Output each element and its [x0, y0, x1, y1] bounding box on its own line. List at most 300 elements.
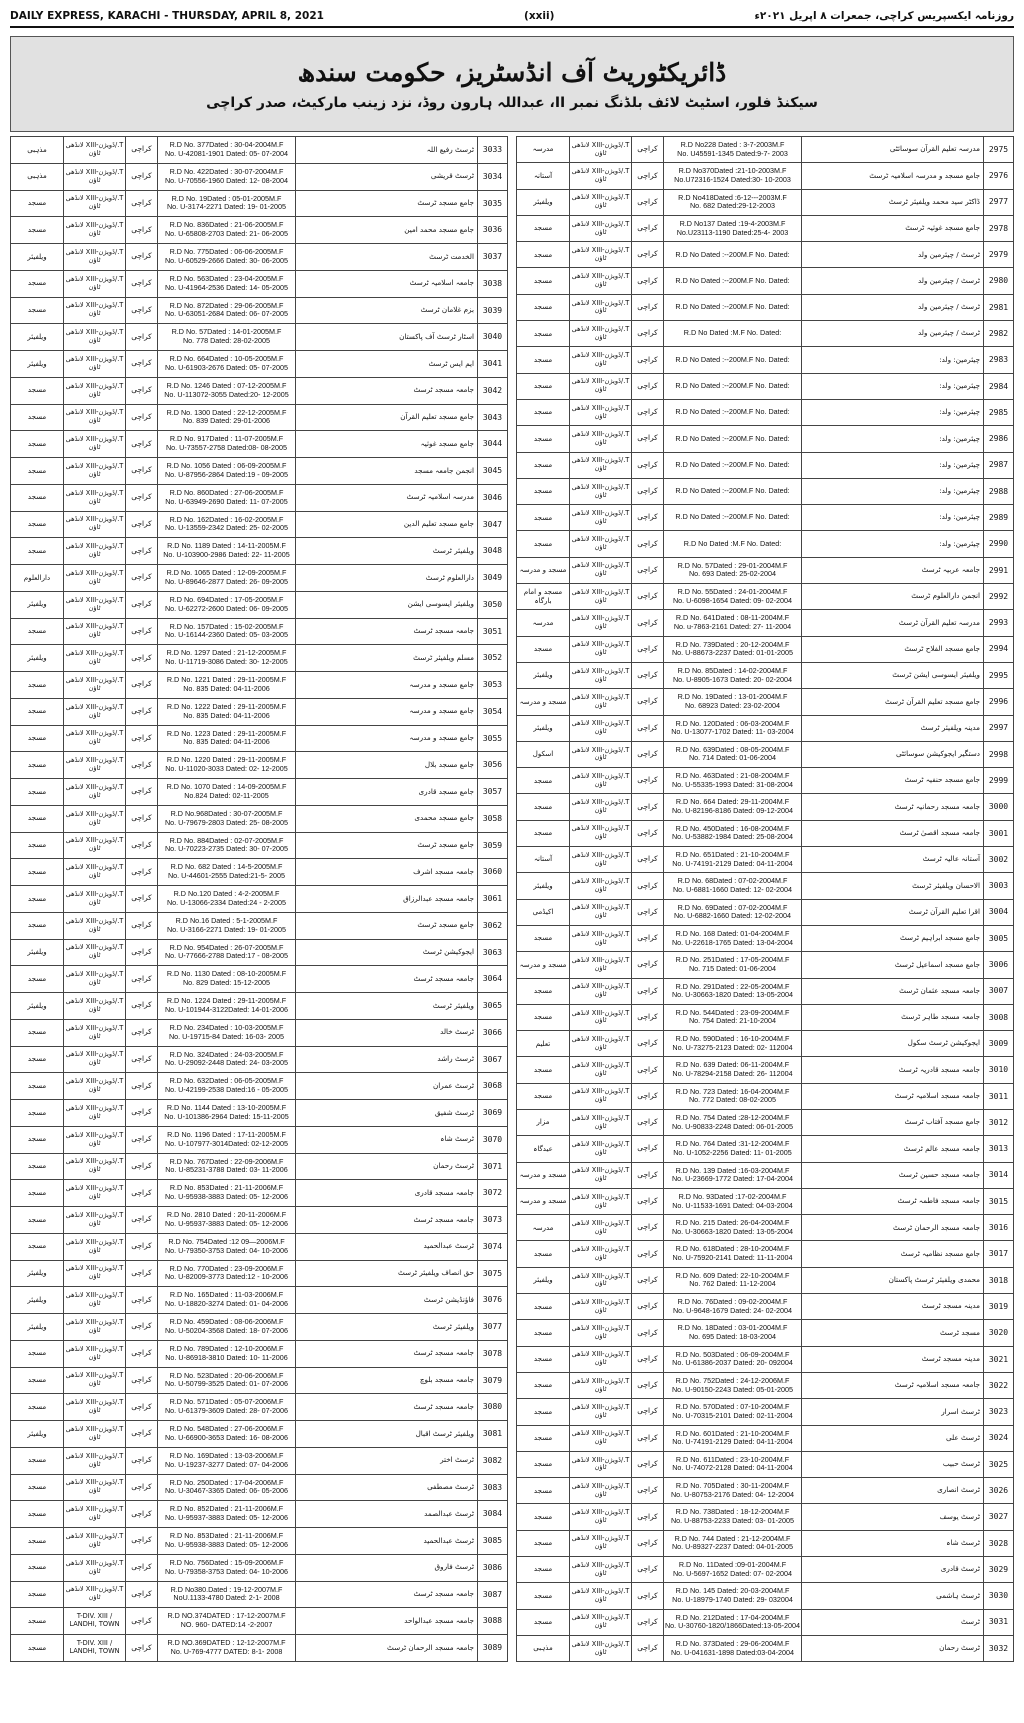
serial-number: 3078 [478, 1340, 508, 1367]
registration-line-1: R.D No Dated :M.F No. Dated: [683, 539, 782, 548]
registration-line-2: No. U-30663-1820 Dated: 13-05-2004 [671, 1227, 794, 1236]
serial-number: 3031 [984, 1609, 1014, 1635]
registration-line-1: R.D No. 641Dated : 08-11-2004M.F [675, 614, 790, 623]
category: مسجد [517, 1583, 570, 1609]
city: کراچی [632, 399, 664, 425]
registration-line-2: No. U-78294-2158 Dated: 26- 112004 [672, 1070, 793, 1079]
serial-number: 2980 [984, 268, 1014, 294]
organization-name: جامع مسجد نظامیہ ٹرسٹ [802, 1241, 984, 1267]
category: دارالعلوم [11, 565, 64, 592]
division: T./ڈویژن-XIII لانڈھی ٹاؤن [64, 1474, 126, 1501]
table-row [11, 1501, 508, 1528]
organization-name: چیئرمین: ولد: [802, 426, 984, 452]
table-row [11, 297, 508, 324]
city: کراچی [126, 859, 158, 886]
organization-name: جامع مسجد الفلاح ٹرسٹ [802, 636, 984, 662]
category: مسجد و مدرسہ [517, 689, 570, 715]
organization-name: اسٹار ٹرسٹ آف پاکستان [296, 324, 478, 351]
organization-name: اقرا تعلیم القرآن ٹرسٹ [802, 899, 984, 925]
category: مسجد [11, 538, 64, 565]
division: T./ڈویژن-XIII لانڈھی ٹاؤن [570, 820, 632, 846]
registration-line-1: R.D No Dated :--200M.F No. Dated: [675, 434, 790, 443]
registration-line-1: R.D No. 1189 Dated : 14-11-2005M.F [167, 542, 286, 551]
city: کراچی [632, 1478, 664, 1504]
city: کراچی [632, 1188, 664, 1214]
organization-name: جامع مسجد حنفیہ ٹرسٹ [802, 768, 984, 794]
notice-title: ڈائریکٹوریٹ آف انڈسٹریز، حکومت سندھ [297, 57, 727, 87]
serial-number: 3010 [984, 1057, 1014, 1083]
city: کراچی [126, 1608, 158, 1635]
table-row [11, 779, 508, 806]
organization-name: جامع مسجد بلال [296, 752, 478, 779]
table-row [11, 939, 508, 966]
registration-line-1: R.D No. 754 Dated :28-12-2004M.F [675, 1113, 790, 1122]
organization-name: جامعہ مسجد اسلامیہ ٹرسٹ [802, 1083, 984, 1109]
serial-number: 3008 [984, 1004, 1014, 1030]
organization-name: ٹرسٹ مصطفی [296, 1474, 478, 1501]
registration-details [664, 1530, 802, 1556]
registration-line-2: No. U-113072-3055 Dated:20- 12-2005 [164, 390, 289, 399]
registration-line-2: No. U-89327-2237 Dated: 04-01-2005 [671, 1543, 794, 1552]
serial-number: 3060 [478, 859, 508, 886]
city: کراچی [632, 1425, 664, 1451]
serial-number: 3073 [478, 1207, 508, 1234]
organization-name: مدینہ مسجد ٹرسٹ [802, 1294, 984, 1320]
category: مسجد [517, 1609, 570, 1635]
masthead [10, 6, 1014, 28]
registration-line-2: No. 762 Dated: 11-12-2004 [689, 1280, 776, 1289]
organization-name: ٹرسٹ اختر [296, 1447, 478, 1474]
category: مسجد [517, 1399, 570, 1425]
division: T./ڈویژن-XIII لانڈھی ٹاؤن [570, 1083, 632, 1109]
registration-line-2: No. U-95938-3883 Dated: 05- 12-2006 [164, 1193, 289, 1202]
category: ویلفیئر [11, 1260, 64, 1287]
category: مسجد [517, 1320, 570, 1346]
division: T./ڈویژن-XIII لانڈھی ٹاؤن [64, 1581, 126, 1608]
division: T./ڈویژن-XIII لانڈھی ٹاؤن [64, 484, 126, 511]
registration-line-2: No. U-3174-2271 Dated: 19- 01-2005 [166, 203, 287, 212]
division: T./ڈویژن-XIII لانڈھی ٹاؤن [570, 1031, 632, 1057]
city: کراچی [632, 847, 664, 873]
organization-name: جامعہ مسجد بلوچ [296, 1367, 478, 1394]
registration-line-1: R.D No. 853Dated : 21-11-2006M.F [169, 1532, 284, 1541]
serial-number: 3034 [478, 163, 508, 190]
organization-name: مدرسہ تعلیم القرآن ٹرسٹ [802, 610, 984, 636]
organization-name: ویلفیئر ایسوسی ایشن [296, 591, 478, 618]
registration-line-1: R.D No. 744 Dated : 21-12-2004M.F [674, 1534, 791, 1543]
category: مسجد و مدرسہ [517, 952, 570, 978]
serial-number: 3053 [478, 672, 508, 699]
category: مسجد [517, 242, 570, 268]
registration-details [664, 294, 802, 320]
registration-line-2: No. u-7863-2161 Dated: 27- 11-2004 [673, 622, 792, 631]
table-row [517, 505, 1014, 531]
city: کراچی [632, 347, 664, 373]
registration-line-1: R.D No. 1224 Dated : 29-11-2005M.F [166, 997, 287, 1006]
division: T-DIV. XIII / LANDHI, TOWN [64, 1635, 126, 1662]
organization-name: ویلفیئر ٹرسٹ [296, 993, 478, 1020]
registration-line-2: No. U-13559-2342 Dated: 25- 02-2005 [164, 524, 289, 533]
registration-line-1: R.D No. 168 Dated: 01-04-2004M.F [675, 929, 790, 938]
table-row [517, 1557, 1014, 1583]
registration-line-1: R.D No. 664Dated : 10-05-2005M.F [169, 355, 284, 364]
division: T./ڈویژن-XIII لانڈھی ٹاؤن [570, 215, 632, 241]
city: کراچی [632, 452, 664, 478]
division: T./ڈویژن-XIII لانڈھی ٹاؤن [570, 689, 632, 715]
registration-line-1: R.D No137 Dated :19-4-2003M.F [679, 219, 786, 228]
serial-number: 2982 [984, 321, 1014, 347]
category: مسجد [11, 377, 64, 404]
division: T./ڈویژن-XIII لانڈھی ٹاؤن [64, 672, 126, 699]
registration-line-1: R.D No. 291Dated : 22-05-2004M.F [675, 982, 790, 991]
registration-line-1: R.D No. 1297 Dated : 21-12-2005M.F [166, 649, 287, 658]
serial-number: 3022 [984, 1372, 1014, 1398]
registration-line-2: No. U-30760-1820/1866Dated:13-05-2004 [664, 1622, 801, 1631]
registration-line-1: R.D No. 1130 Dated : 08-10-2005M.F [166, 970, 287, 979]
registration-line-2: No. U-61379-3609 Dated: 28- 07-2006 [164, 1407, 289, 1416]
registration-details [158, 1421, 296, 1448]
serial-number: 2979 [984, 242, 1014, 268]
division: T./ڈویژن-XIII لانڈھی ٹاؤن [64, 591, 126, 618]
city: کراچی [632, 925, 664, 951]
category: مسجد [11, 1528, 64, 1555]
city: کراچی [632, 1372, 664, 1398]
registration-line-2: No. 835 Dated: 04-11-2006 [183, 738, 270, 747]
city: کراچی [632, 584, 664, 610]
category: مذہبی [11, 163, 64, 190]
category: مسجد [11, 1153, 64, 1180]
city: کراچی [126, 137, 158, 164]
registration-line-1: R.D No. 422Dated : 30-07-2004M.F [169, 167, 284, 176]
registration-details [158, 1153, 296, 1180]
city: کراچی [632, 1530, 664, 1556]
category: ویلفیئر [517, 715, 570, 741]
registration-line-2: No.824 Dated: 02-11-2005 [184, 791, 269, 800]
registration-line-2: No. U-19715-84 Dated: 16-03- 2005 [168, 1032, 285, 1041]
city: کراچی [126, 591, 158, 618]
serial-number: 3016 [984, 1215, 1014, 1241]
table-row [11, 1260, 508, 1287]
division: T./ڈویژن-XIII لانڈھی ٹاؤن [570, 794, 632, 820]
organization-name: جامعہ مسجد عالم ٹرسٹ [802, 1136, 984, 1162]
table-row [11, 377, 508, 404]
registration-line-1: R.D No. 459Dated : 08-06-2006M.F [169, 1318, 284, 1327]
table-row [11, 244, 508, 271]
serial-number: 2984 [984, 373, 1014, 399]
city: کراچی [126, 377, 158, 404]
table-row [11, 618, 508, 645]
registration-details [664, 899, 802, 925]
serial-number: 3011 [984, 1083, 1014, 1109]
registration-line-2: No. U-50799-3525 Dated: 01- 07-2006 [164, 1380, 289, 1389]
registration-details [158, 993, 296, 1020]
city: کراچی [126, 672, 158, 699]
serial-number: 2977 [984, 189, 1014, 215]
table-row [11, 993, 508, 1020]
city: کراچی [632, 794, 664, 820]
registration-line-1: R.D No. 705Dated : 30-11-2004M.F [675, 1482, 790, 1491]
registration-details [664, 1083, 802, 1109]
city: کراچی [632, 1635, 664, 1661]
division: T./ڈویژن-XIII لانڈھی ٹاؤن [64, 1314, 126, 1341]
registration-line-2: No. U-041631-1898 Dated:03-04-2004 [670, 1648, 795, 1657]
city: کراچی [126, 1501, 158, 1528]
registration-line-1: R.D No. 601Dated : 21-10-2004M.F [675, 1429, 790, 1438]
division: T./ڈویژن-XIII لانڈھی ٹاؤن [570, 268, 632, 294]
division: T./ڈویژن-XIII لانڈھی ٹاؤن [64, 1340, 126, 1367]
city: کراچی [126, 1180, 158, 1207]
registration-line-2: No. U-82196-8186 Dated: 09-12-2004 [671, 807, 794, 816]
city: کراچی [632, 321, 664, 347]
serial-number: 2991 [984, 557, 1014, 583]
table-row [517, 1267, 1014, 1293]
serial-number: 3069 [478, 1100, 508, 1127]
registration-line-1: R.D No. 694Dated : 17-05-2005M.F [169, 595, 284, 604]
organization-name: جامعہ عربیہ ٹرسٹ [802, 557, 984, 583]
registration-details [664, 1241, 802, 1267]
category: مسجد [11, 1019, 64, 1046]
registration-line-1: R.D NO.369DATED : 12-12-2007M.F [167, 1639, 286, 1648]
organization-name: حق انصاف ویلفیئر ٹرسٹ [296, 1260, 478, 1287]
serial-number: 3055 [478, 725, 508, 752]
division: T./ڈویژن-XIII لانڈھی ٹاؤن [570, 1635, 632, 1661]
table-row [11, 832, 508, 859]
city: کراچی [632, 478, 664, 504]
registration-details [158, 1608, 296, 1635]
organization-name: جامعہ مسجد عثمان ٹرسٹ [802, 978, 984, 1004]
table-row [517, 242, 1014, 268]
category: مسجد [517, 294, 570, 320]
serial-number: 3070 [478, 1126, 508, 1153]
table-row [11, 1287, 508, 1314]
organization-name: مسلم ویلفیئر ٹرسٹ [296, 645, 478, 672]
organization-name: جامع مسجد محمدی [296, 805, 478, 832]
registration-details [158, 1260, 296, 1287]
table-row [11, 725, 508, 752]
organization-name: چیئرمین: ولد: [802, 478, 984, 504]
registration-details [664, 189, 802, 215]
registration-details [158, 270, 296, 297]
organization-name: ٹرسٹ شاہ [296, 1126, 478, 1153]
table-row [517, 452, 1014, 478]
division: T./ڈویژن-XIII لانڈھی ٹاؤن [570, 1583, 632, 1609]
table-row [11, 1046, 508, 1073]
table-row [517, 1478, 1014, 1504]
serial-number: 3035 [478, 190, 508, 217]
city: کراچی [126, 1447, 158, 1474]
registration-details [664, 1267, 802, 1293]
registration-line-1: R.D No. 76Dated : 09-02-2004M.F [677, 1298, 788, 1307]
category: مسجد [517, 820, 570, 846]
right-register-table [516, 136, 1014, 1662]
registration-line-1: R.D No Dated :--200M.F No. Dated: [675, 382, 790, 390]
registration-line-2: No. U-769-4777 DATED: 8-1- 2008 [170, 1648, 283, 1657]
serial-number: 2985 [984, 399, 1014, 425]
division: T./ڈویژن-XIII لانڈھی ٹاؤن [64, 618, 126, 645]
division: T./ڈویژن-XIII لانڈھی ٹاؤن [64, 1394, 126, 1421]
registration-line-2: No. U-63949-2690 Dated: 11- 07-2005 [165, 497, 288, 506]
table-row [517, 1004, 1014, 1030]
category: مسجد [11, 672, 64, 699]
category: ویلفیئر [11, 591, 64, 618]
serial-number: 3065 [478, 993, 508, 1020]
table-row [11, 1635, 508, 1662]
registration-line-2: No. 695 Dated: 18-03-2004 [688, 1333, 777, 1341]
registration-details [664, 1504, 802, 1530]
category: مسجد [517, 321, 570, 347]
registration-line-1: R.D No. 463Dated : 21-08-2004M.F [675, 772, 790, 781]
organization-name: ٹرسٹ حبیب [802, 1451, 984, 1477]
city: کراچی [632, 952, 664, 978]
category: مسجد [11, 217, 64, 244]
table-row [11, 1367, 508, 1394]
division: T./ڈویژن-XIII لانڈھی ٹاؤن [570, 1609, 632, 1635]
category: مسجد [11, 886, 64, 913]
table-row [11, 1073, 508, 1100]
masthead-right: روزنامہ ایکسپریس کراچی، جمعرات ۸ اپریل ۲۰۲۱ء [754, 10, 1014, 22]
registration-line-1: R.D No.968Dated : 30-07-2005M.F [170, 809, 283, 818]
registration-details [158, 1474, 296, 1501]
division: T./ڈویژن-XIII لانڈھی ٹاؤن [570, 636, 632, 662]
registration-line-1: R.D No. 738Dated : 18-12-2004M.F [675, 1508, 790, 1517]
registration-line-1: R.D No. 165Dated : 11-03-2006M.F [169, 1291, 284, 1300]
city: کراچی [632, 1346, 664, 1372]
registration-details [158, 1100, 296, 1127]
division: T./ڈویژن-XIII لانڈھی ٹاؤن [64, 1447, 126, 1474]
serial-number: 3032 [984, 1635, 1014, 1661]
organization-name: جامع مسجد و مدرسہ [296, 698, 478, 725]
table-row [517, 1320, 1014, 1346]
division: T./ڈویژن-XIII لانڈھی ٹاؤن [64, 1501, 126, 1528]
division: T./ڈویژن-XIII لانڈھی ٹاؤن [570, 715, 632, 741]
organization-name: جامعہ مسجد ٹرسٹ [296, 966, 478, 993]
registration-line-2: No. U-11719-3086 Dated: 30- 12-2005 [165, 658, 288, 667]
city: کراچی [632, 978, 664, 1004]
serial-number: 3014 [984, 1162, 1014, 1188]
category: ویلفیئر [11, 939, 64, 966]
registration-line-1: R.D No. 632Dated : 06-05-2005M.F [169, 1077, 284, 1086]
table-row [517, 1057, 1014, 1083]
category: مسجد [11, 1180, 64, 1207]
table-row [517, 531, 1014, 557]
serial-number: 3046 [478, 484, 508, 511]
category: مسجد [11, 618, 64, 645]
category: مسجد [11, 1233, 64, 1260]
registration-details [664, 1451, 802, 1477]
registration-details [664, 426, 802, 452]
registration-details [664, 820, 802, 846]
organization-name: ٹرسٹ راشد [296, 1046, 478, 1073]
table-row [11, 1528, 508, 1555]
category: مسجد [11, 1340, 64, 1367]
registration-details [158, 1207, 296, 1234]
category: مسجد [11, 1073, 64, 1100]
organization-name: ٹرسٹ یوسف [802, 1504, 984, 1530]
division: T./ڈویژن-XIII لانڈھی ٹاؤن [64, 645, 126, 672]
registration-line-2: No.U72316-1524 Dated:30- 10-2003 [674, 175, 791, 184]
registration-details [158, 137, 296, 164]
category: مذہبی [11, 137, 64, 164]
city: کراچی [632, 557, 664, 583]
city: کراچی [126, 698, 158, 725]
table-row [11, 431, 508, 458]
organization-name: فاؤنڈیشن ٹرسٹ [296, 1287, 478, 1314]
division: T./ڈویژن-XIII لانڈھی ٹاؤن [64, 886, 126, 913]
registration-line-2: No. 839 Dated: 29-01-2006 [182, 417, 271, 426]
registration-line-1: R.D No. 752Dated : 24-12-2006M.F [675, 1376, 790, 1385]
registration-details [158, 1501, 296, 1528]
category: مسجد [11, 190, 64, 217]
category: مسجد [517, 1004, 570, 1030]
registration-line-1: R.D No. 68Dated : 07-02-2004M.F [677, 877, 788, 886]
table-row [517, 715, 1014, 741]
organization-name: ایم ایس ٹرسٹ [296, 351, 478, 378]
registration-details [158, 591, 296, 618]
table-row [517, 689, 1014, 715]
serial-number: 3080 [478, 1394, 508, 1421]
registration-line-1: R.D No. 1223 Dated : 29-11-2005M.F [166, 729, 287, 738]
organization-name: ٹرسٹ عبدالحمید [296, 1233, 478, 1260]
division: T./ڈویژن-XIII لانڈھی ٹاؤن [570, 1346, 632, 1372]
table-row [517, 741, 1014, 767]
table-row [517, 1583, 1014, 1609]
table-row [517, 426, 1014, 452]
table-row [11, 1421, 508, 1448]
city: کراچی [126, 163, 158, 190]
category: مسجد [517, 505, 570, 531]
category: مسجد [11, 297, 64, 324]
city: کراچی [126, 1233, 158, 1260]
registration-details [664, 1031, 802, 1057]
organization-name: جامع مسجد و مدرسہ [296, 725, 478, 752]
registration-line-2: No. U-66900-3653 Dated: 16- 08-2006 [164, 1433, 289, 1442]
organization-name: جامعہ مسجد ٹرسٹ [296, 377, 478, 404]
city: کراچی [126, 351, 158, 378]
serial-number: 2994 [984, 636, 1014, 662]
registration-line-2: No. U-79358-3753 Dated: 04- 10-2006 [164, 1567, 289, 1576]
registration-line-1: R.D No. 19Dated : 13-01-2004M.F [677, 693, 788, 702]
registration-line-2: No. U-88753-2233 Dated: 03- 01-2005 [670, 1517, 795, 1526]
registration-line-1: R.D No. 377Dated : 30-04-2004M.F [169, 141, 284, 150]
registration-details [664, 347, 802, 373]
registration-line-1: R.D No. 789Dated : 12-10-2006M.F [169, 1344, 284, 1353]
city: کراچی [126, 1073, 158, 1100]
organization-name: الاحسان ویلفیئر ٹرسٹ [802, 873, 984, 899]
table-row [517, 610, 1014, 636]
city: کراچی [126, 458, 158, 485]
division: T./ڈویژن-XIII لانڈھی ٹاؤن [64, 244, 126, 271]
division: T./ڈویژن-XIII لانڈھی ٹاؤن [64, 377, 126, 404]
category: تعلیم [517, 1031, 570, 1057]
registration-line-1: R.D No. 884Dated : 02-07-2005M.F [169, 836, 284, 845]
serial-number: 3001 [984, 820, 1014, 846]
registration-details [664, 1215, 802, 1241]
table-row [11, 1447, 508, 1474]
serial-number: 2976 [984, 163, 1014, 189]
division: T./ڈویژن-XIII لانڈھی ٹاؤن [570, 1162, 632, 1188]
serial-number: 2992 [984, 584, 1014, 610]
registration-details [664, 242, 802, 268]
registration-details [158, 1367, 296, 1394]
registration-line-1: R.D No. 450Dated : 16-08-2004M.F [675, 824, 790, 833]
registration-details [158, 1073, 296, 1100]
registration-details [664, 741, 802, 767]
registration-details [664, 1162, 802, 1188]
city: کراچی [126, 1581, 158, 1608]
table-row [11, 1581, 508, 1608]
registration-line-1: R.D No418Dated :6-12---2003M.F [678, 193, 787, 202]
category: ویلفیئر [11, 351, 64, 378]
